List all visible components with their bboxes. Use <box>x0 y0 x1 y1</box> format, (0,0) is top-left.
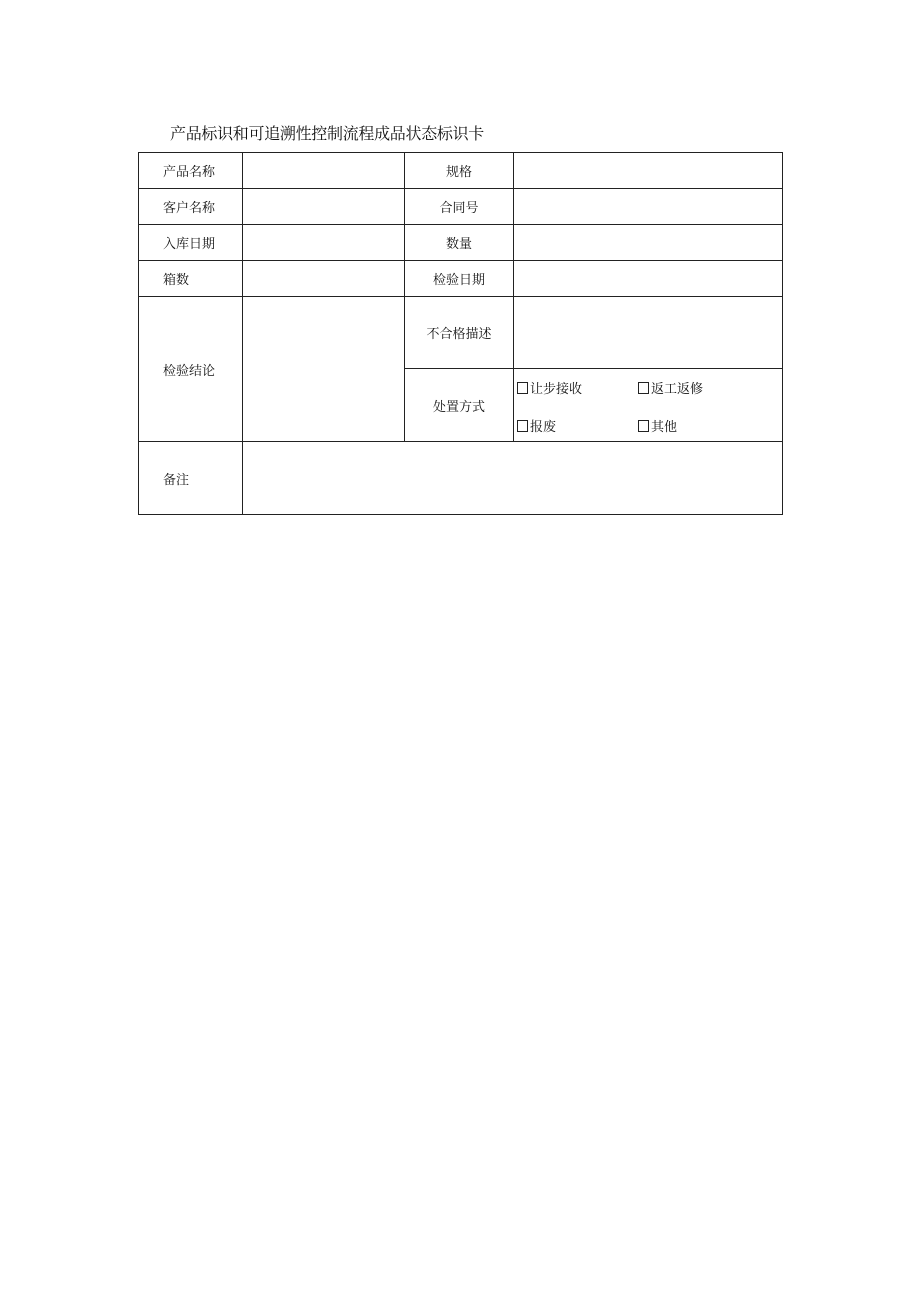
value-storage-date[interactable] <box>243 225 405 261</box>
label-product-name: 产品名称 <box>139 153 243 189</box>
row-nonconformity <box>139 297 783 369</box>
option-scrap[interactable] <box>517 416 556 435</box>
row-customer-name <box>139 189 783 225</box>
value-remarks[interactable] <box>243 442 783 515</box>
value-spec[interactable] <box>514 153 783 189</box>
label-customer-name: 客户名称 <box>139 189 243 225</box>
label-disposal-method: 处置方式 <box>405 369 514 442</box>
option-concession-label: 让步接收 <box>530 382 583 397</box>
label-remarks: 备注 <box>139 442 243 515</box>
status-card-table <box>138 152 783 515</box>
value-nonconformity-desc[interactable] <box>514 297 783 369</box>
value-inspection-conclusion[interactable] <box>243 297 405 442</box>
option-other-label: 其他 <box>651 420 678 435</box>
label-inspection-conclusion: 检验结论 <box>139 297 243 442</box>
checkbox-icon[interactable] <box>638 382 649 394</box>
value-inspection-date[interactable] <box>514 261 783 297</box>
document-title: 产品标识和可追溯性控制流程成品状态标识卡 <box>170 124 485 143</box>
option-rework[interactable] <box>638 378 703 397</box>
option-concession[interactable] <box>517 378 582 397</box>
label-inspection-date: 检验日期 <box>405 261 514 297</box>
row-remarks <box>139 442 783 515</box>
label-spec: 规格 <box>405 153 514 189</box>
value-quantity[interactable] <box>514 225 783 261</box>
label-box-count: 箱数 <box>139 261 243 297</box>
option-rework-label: 返工返修 <box>651 382 704 397</box>
label-storage-date: 入库日期 <box>139 225 243 261</box>
value-customer-name[interactable] <box>243 189 405 225</box>
label-contract-no: 合同号 <box>405 189 514 225</box>
row-storage-date <box>139 225 783 261</box>
checkbox-icon[interactable] <box>517 420 528 432</box>
option-scrap-label: 报废 <box>530 420 557 435</box>
disposal-options <box>514 369 782 441</box>
row-box-count <box>139 261 783 297</box>
disposal-options-cell <box>514 369 783 442</box>
label-nonconformity-desc: 不合格描述 <box>405 297 514 369</box>
row-product-name <box>139 153 783 189</box>
value-product-name[interactable] <box>243 153 405 189</box>
checkbox-icon[interactable] <box>517 382 528 394</box>
label-quantity: 数量 <box>405 225 514 261</box>
checkbox-icon[interactable] <box>638 420 649 432</box>
option-other[interactable] <box>638 416 677 435</box>
value-contract-no[interactable] <box>514 189 783 225</box>
value-box-count[interactable] <box>243 261 405 297</box>
